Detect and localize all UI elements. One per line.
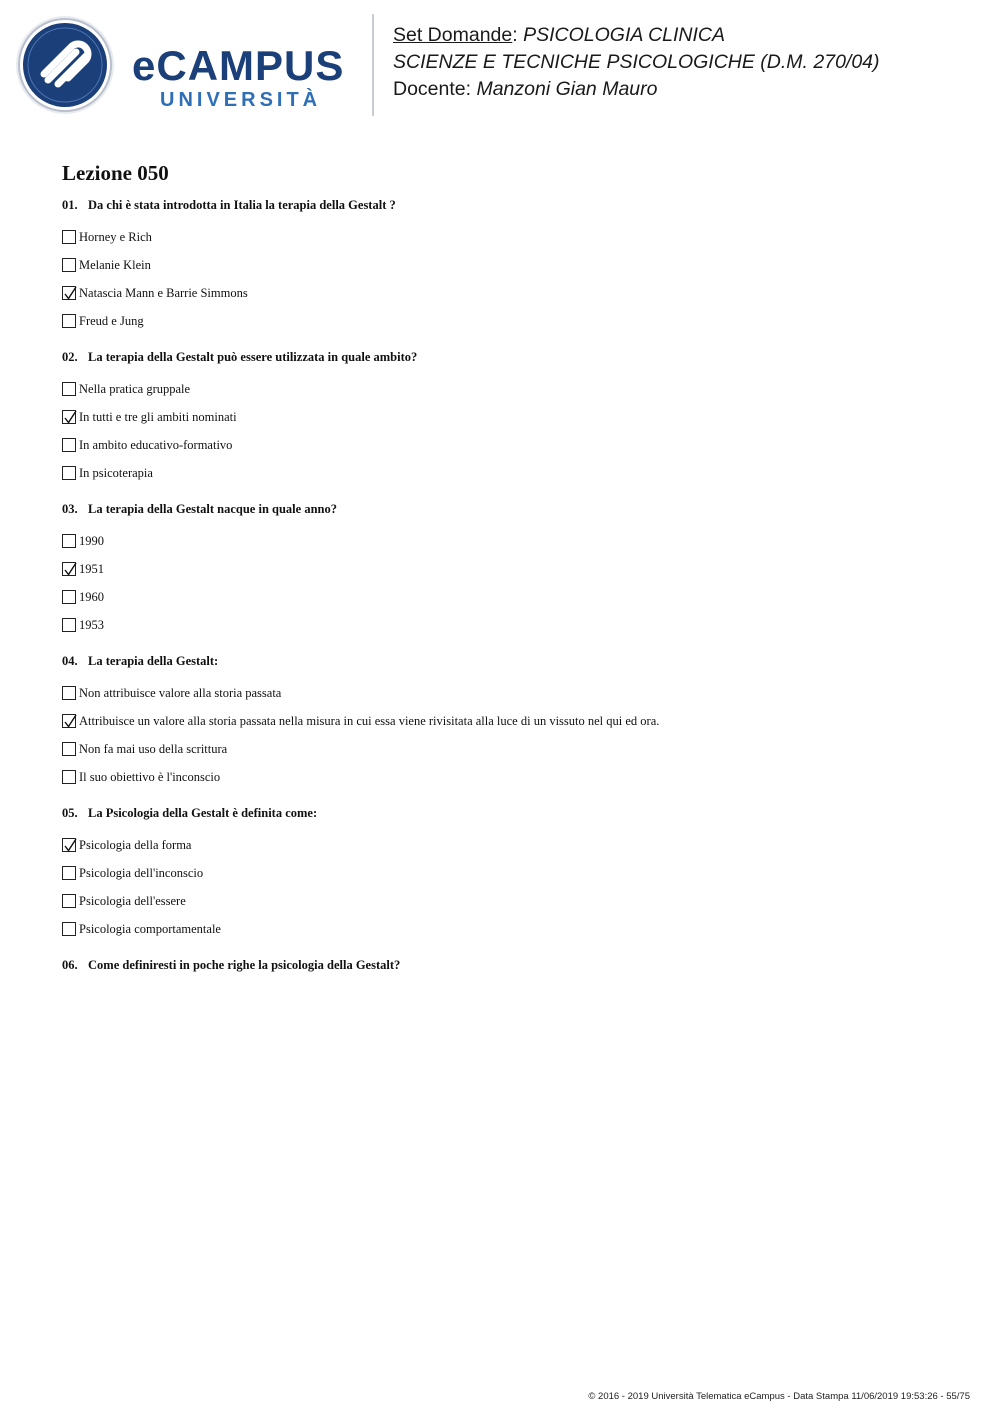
question-label: La terapia della Gestalt: [88,654,219,668]
question-label: La Psicologia della Gestalt è definita come: [88,806,318,820]
question-number: 05. [62,806,78,820]
header-line-set [393,22,880,49]
answer-option[interactable] [62,915,962,943]
checkbox-unchecked[interactable] [62,438,76,452]
answer-option[interactable] [62,375,962,403]
question-block [62,349,962,487]
checkbox-unchecked[interactable] [62,466,76,480]
checkbox-unchecked[interactable] [62,534,76,548]
question-number: 02. [62,350,78,364]
question-block [62,197,962,335]
checkmark-icon [63,286,77,301]
checkbox-unchecked[interactable] [62,314,76,328]
answer-label: Il suo obiettivo è l'inconscio [79,769,221,784]
answer-option[interactable] [62,251,962,279]
page-footer: © 2016 - 2019 Università Telematica eCampus - Data Stampa 11/06/2019 19:53:26 - 55/75 [588,1391,970,1402]
answer-label: Horney e Rich [79,229,152,244]
question-label: Come definiresti in poche righe la psicologia della Gestalt? [88,958,401,972]
answer-option[interactable] [62,527,962,555]
header-divider [372,14,374,116]
teacher-name: Manzoni Gian Mauro [476,78,658,100]
answer-option[interactable] [62,763,962,791]
answer-label: Psicologia comportamentale [79,921,221,936]
question-block [62,957,962,973]
checkbox-unchecked[interactable] [62,230,76,244]
answer-label: Psicologia dell'essere [79,893,186,908]
header-line-degree [393,49,880,76]
degree-name: SCIENZE E TECNICHE PSICOLOGICHE (D.M. 270/04) [393,51,880,73]
answer-label: 1953 [79,617,104,632]
answer-label: Freud e Jung [79,313,144,328]
checkmark-icon [63,714,77,729]
logo-sub: UNIVERSITÀ [160,89,322,111]
question-block [62,653,962,791]
question-text [62,805,962,821]
answer-option[interactable] [62,279,962,307]
set-label: Set Domande [393,24,513,46]
answer-label: In ambito educativo-formativo [79,437,233,452]
header-info [393,22,880,103]
checkbox-unchecked[interactable] [62,590,76,604]
checkmark-icon [63,410,77,425]
checkbox-checked[interactable] [62,714,76,728]
answer-option[interactable] [62,831,962,859]
question-text [62,349,962,365]
answer-label: Psicologia dell'inconscio [79,865,204,880]
checkbox-unchecked[interactable] [62,686,76,700]
answer-option[interactable] [62,403,962,431]
question-block [62,805,962,943]
answer-option[interactable] [62,555,962,583]
question-number: 06. [62,958,78,972]
answer-option[interactable] [62,859,962,887]
ecampus-emblem-icon [16,16,114,114]
question-number: 04. [62,654,78,668]
checkbox-unchecked[interactable] [62,742,76,756]
questions-list [62,197,962,987]
answer-label: Melanie Klein [79,257,151,272]
logo-brand: eCAMPUS [132,42,345,89]
checkbox-unchecked[interactable] [62,770,76,784]
ecampus-logo [14,14,359,116]
checkbox-unchecked[interactable] [62,382,76,396]
checkbox-checked[interactable] [62,286,76,300]
checkbox-unchecked[interactable] [62,258,76,272]
checkbox-checked[interactable] [62,410,76,424]
answer-label: Psicologia della forma [79,837,192,852]
answer-label: 1990 [79,533,104,548]
answer-label: Non attribuisce valore alla storia passata [79,685,282,700]
answer-label: 1960 [79,589,104,604]
checkbox-unchecked[interactable] [62,618,76,632]
answer-option[interactable] [62,679,962,707]
answer-label: In tutti e tre gli ambiti nominati [79,409,237,424]
question-block [62,501,962,639]
header-line-teacher [393,76,880,103]
answer-option[interactable] [62,583,962,611]
course-name: PSICOLOGIA CLINICA [523,24,726,46]
question-number: 03. [62,502,78,516]
checkbox-unchecked[interactable] [62,866,76,880]
answer-option[interactable] [62,887,962,915]
answer-option[interactable] [62,459,962,487]
question-text [62,957,962,973]
answer-option[interactable] [62,735,962,763]
question-text [62,197,962,213]
teacher-label: Docente: [393,78,477,100]
answer-label: In psicoterapia [79,465,153,480]
answer-option[interactable] [62,611,962,639]
answer-label: Non fa mai uso della scrittura [79,741,228,756]
answer-option[interactable] [62,307,962,335]
checkbox-checked[interactable] [62,562,76,576]
answer-label: Natascia Mann e Barrie Simmons [79,285,248,300]
question-label: La terapia della Gestalt può essere utilizzata in quale ambito? [88,350,418,364]
question-label: Da chi è stata introdotta in Italia la terapia della Gestalt ? [88,198,396,212]
answer-label: 1951 [79,561,104,576]
lesson-title: Lezione 050 [62,161,169,185]
answer-option[interactable] [62,223,962,251]
question-number: 01. [62,198,78,212]
checkbox-unchecked[interactable] [62,922,76,936]
set-sep: : [512,24,524,46]
question-text [62,653,962,669]
checkmark-icon [63,838,77,853]
checkmark-icon [63,562,77,577]
answer-option[interactable] [62,431,962,459]
question-text [62,501,962,517]
answer-label: Attribuisce un valore alla storia passata nella misura in cui essa viene rivisitata alla luce di un vissuto nel qui ed ora. [79,713,660,728]
question-label: La terapia della Gestalt nacque in quale anno? [88,502,337,516]
answer-option[interactable] [62,707,962,735]
checkbox-unchecked[interactable] [62,894,76,908]
checkbox-checked[interactable] [62,838,76,852]
answer-label: Nella pratica gruppale [79,381,191,396]
